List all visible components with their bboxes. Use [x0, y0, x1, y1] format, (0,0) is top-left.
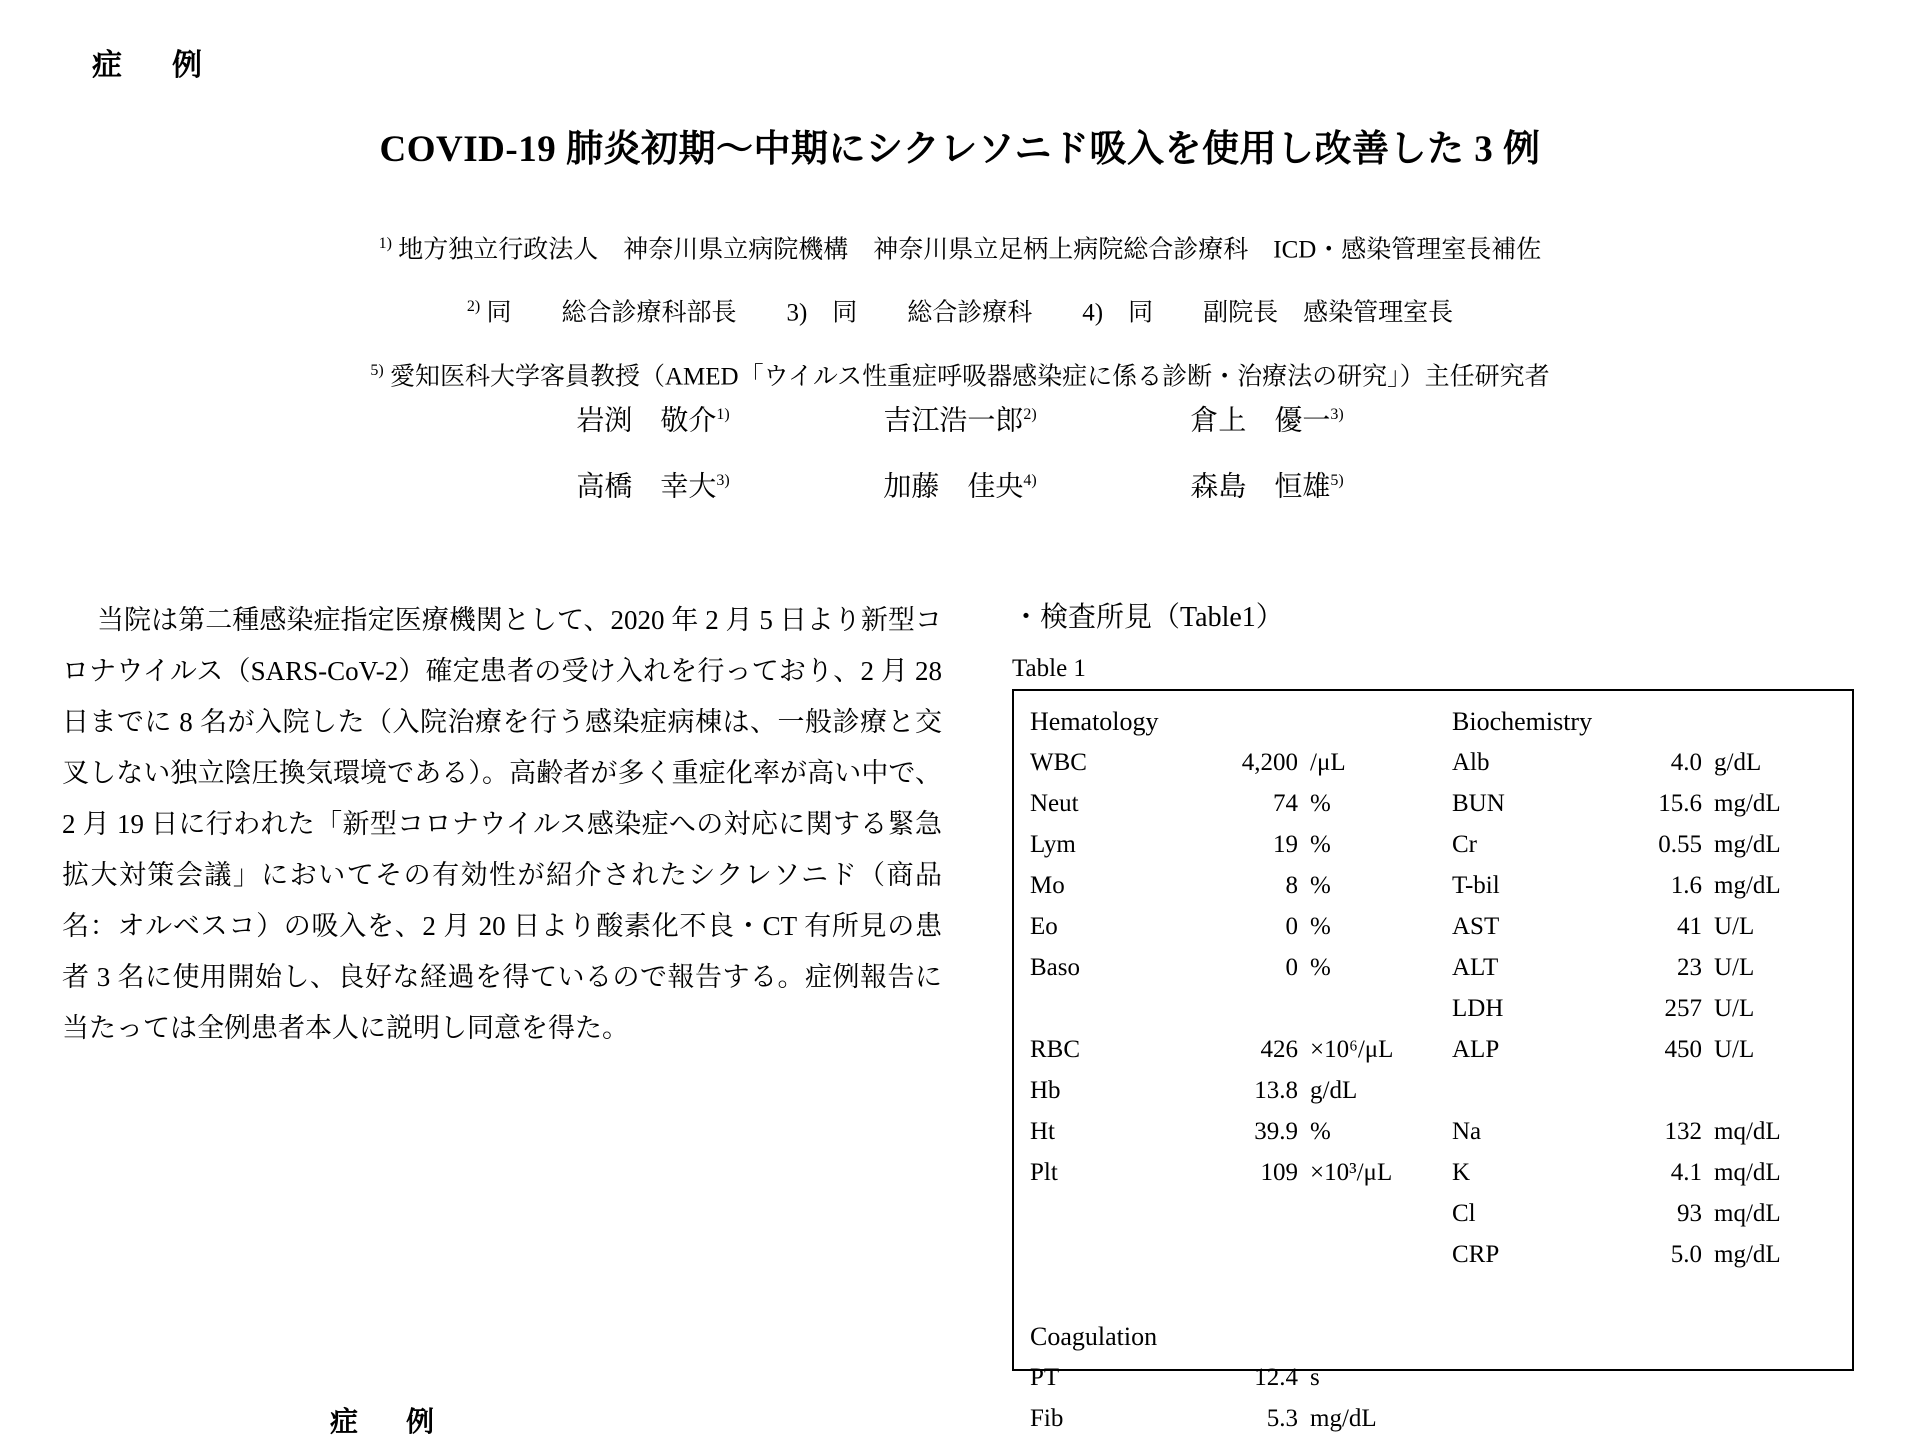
table-spacer: [1452, 1070, 1781, 1111]
analyte-unit: %: [1310, 831, 1331, 858]
table-row: [1030, 1398, 1393, 1439]
analyte-name: Neut: [1030, 790, 1079, 817]
authors-row-2: [0, 451, 1920, 517]
table-row: [1030, 783, 1393, 824]
analyte-name: CRP: [1452, 1241, 1500, 1268]
analyte-unit: mg/dL: [1714, 1241, 1781, 1268]
affiliation-mark-3: 5): [370, 361, 384, 379]
analyte-unit: mq/dL: [1714, 1200, 1781, 1227]
analyte-value: 5.0: [1670, 1241, 1702, 1268]
analyte-name: PT: [1030, 1364, 1060, 1391]
analyte-value: 19: [1273, 831, 1298, 858]
body-right-column: [1012, 595, 1872, 1432]
analyte-unit: ×10³/μL: [1310, 1159, 1393, 1186]
section-label-bottom: 症 例: [330, 1407, 445, 1438]
table-row: [1030, 742, 1393, 783]
analyte-value: 450: [1664, 1036, 1702, 1063]
analyte-value: 4,200: [1241, 749, 1298, 776]
affiliation-mark-2: 2): [466, 298, 481, 316]
analyte-unit: %: [1310, 790, 1331, 817]
table-row: [1452, 988, 1781, 1029]
affiliation-mark-1: 1): [378, 235, 392, 252]
analyte-value: 15.6: [1658, 790, 1702, 817]
affiliation-line-2: [0, 278, 1920, 341]
author-name: 岩渕 敬介: [576, 405, 717, 437]
table-row: [1030, 1070, 1393, 1111]
analyte-unit: U/L: [1714, 913, 1755, 940]
affiliations-block: [0, 215, 1920, 405]
analyte-value: 109: [1260, 1159, 1298, 1186]
analyte-name: AST: [1452, 913, 1500, 940]
analyte-unit: mg/dL: [1714, 872, 1781, 899]
analyte-value: 41: [1677, 913, 1702, 940]
analyte-value: 0: [1285, 954, 1298, 981]
table-row: [1452, 1152, 1781, 1193]
analyte-name: Ht: [1030, 1118, 1055, 1145]
analyte-unit: mq/dL: [1714, 1159, 1781, 1186]
analyte-name: Eo: [1030, 913, 1058, 940]
table-row: [1452, 1234, 1781, 1275]
analyte-name: ALP: [1452, 1036, 1500, 1063]
analyte-name: Hb: [1030, 1077, 1061, 1104]
analyte-name: LDH: [1452, 995, 1504, 1022]
analyte-value: 8: [1285, 872, 1298, 899]
analyte-unit: mg/dL: [1310, 1405, 1377, 1432]
affiliation-text-3: 愛知医科大学客員教授（AMED「ウイルス性重症呼吸器感染症に係る診断・治療法の研究」）主任研究者: [389, 362, 1550, 390]
analyte-name: WBC: [1030, 749, 1087, 776]
author-mark: 2): [1023, 406, 1037, 423]
table-spacer: [1030, 988, 1393, 1029]
page-title: COVID-19 肺炎初期〜中期にシクレソニド吸入を使用し改善した 3 例: [379, 129, 1541, 170]
analyte-name: Cl: [1452, 1200, 1476, 1227]
author-5: [810, 451, 1110, 517]
analyte-unit: U/L: [1714, 995, 1755, 1022]
author-2: [810, 385, 1110, 451]
author-4: [503, 451, 803, 517]
table-row: [1452, 742, 1781, 783]
analyte-unit: U/L: [1714, 1036, 1755, 1063]
analyte-unit: mg/dL: [1714, 831, 1781, 858]
analyte-value: 4.0: [1670, 749, 1702, 776]
body-left-column: [62, 595, 942, 1054]
table-row: [1452, 1029, 1781, 1070]
group-header-coagulation: Coagulation: [1030, 1322, 1158, 1351]
author-mark: 4): [1023, 472, 1037, 490]
table-row: [1030, 1152, 1393, 1193]
analyte-value: 5.3: [1266, 1405, 1298, 1432]
analyte-value: 1.6: [1670, 872, 1702, 899]
table-row: [1030, 824, 1393, 865]
author-mark: 1): [716, 406, 730, 423]
analyte-name: Lym: [1030, 831, 1076, 858]
analyte-name: K: [1452, 1159, 1471, 1186]
analyte-unit: g/dL: [1714, 749, 1762, 776]
table-row: [1030, 1029, 1393, 1070]
author-name: 吉江浩一郎: [883, 405, 1024, 437]
table-row: [1452, 824, 1781, 865]
analyte-name: Fib: [1030, 1405, 1064, 1432]
table-row: [1452, 865, 1781, 906]
analyte-name: Mo: [1030, 872, 1065, 899]
analyte-value: 426: [1260, 1036, 1298, 1063]
table-right-column: [1452, 701, 1781, 1275]
table-spacer: [1030, 1275, 1393, 1316]
author-mark: 3): [1330, 406, 1344, 423]
intro-paragraph: 当院は第二種感染症指定医療機関として、2020 年 2 月 5 日より新型コロナウイルス（SARS-CoV-2）確定患者の受け入れを行っており、2 月 28 日までに 8 名が入院した（入院治療を行う感染症病棟は、一般診療と交叉しない独立陰圧換気環境である）。高齢者が多く重症化率が高い中で、2 月 19 日に行われた「新型コロナウイルス感染症への対応に関する緊急拡大対策会議」においてその有効性が紹介されたシクレソニド（商品名：オルベスコ）の吸入を、2 月 20 日より酸素化不良・CT 有所見の患者 3 名に使用開始し、良好な経過を得ているので報告する。症例報告に当たっては全例患者本人に説明し同意を得た。: [62, 605, 942, 1043]
analyte-unit: %: [1310, 913, 1331, 940]
table-row: [1452, 947, 1781, 988]
analyte-value: 39.9: [1254, 1118, 1298, 1145]
analyte-value: 257: [1664, 995, 1702, 1022]
author-name: 加藤 佳央: [883, 471, 1024, 503]
table-row: [1452, 1111, 1781, 1152]
table-left-column: [1030, 701, 1393, 1439]
analyte-value: 23: [1677, 954, 1702, 981]
affiliation-line-1: [0, 215, 1920, 278]
author-mark: 5): [1330, 472, 1344, 490]
analyte-value: 4.1: [1670, 1159, 1702, 1186]
analyte-value: 74: [1273, 790, 1298, 817]
analyte-value: 13.8: [1254, 1077, 1298, 1104]
analyte-value: 132: [1664, 1118, 1702, 1145]
lab-results-table: [1012, 689, 1854, 1432]
analyte-unit: %: [1310, 1118, 1331, 1145]
author-1: [503, 385, 803, 451]
analyte-unit: U/L: [1714, 954, 1755, 981]
analyte-name: T-bil: [1452, 872, 1500, 899]
author-3: [1117, 385, 1417, 451]
affiliation-text-2: 同 総合診療科部長 3) 同 総合診療科 4) 同 副院長 感染管理室長: [486, 299, 1454, 327]
analyte-unit: %: [1310, 954, 1331, 981]
analyte-name: Na: [1452, 1118, 1482, 1145]
analyte-value: 12.4: [1254, 1364, 1298, 1391]
analyte-name: RBC: [1030, 1036, 1081, 1063]
analyte-value: 0.55: [1658, 831, 1702, 858]
table-spacer: [1030, 1234, 1393, 1275]
table-row: [1030, 1357, 1393, 1398]
analyte-name: Alb: [1452, 749, 1490, 776]
author-mark: 3): [716, 472, 730, 490]
table-caption: Table 1: [1012, 655, 1086, 682]
authors-block: [0, 385, 1920, 518]
table-spacer: [1030, 1193, 1393, 1234]
group-header-hematology: Hematology: [1030, 707, 1159, 736]
table-row: [1030, 906, 1393, 947]
section-label-top: 症 例: [92, 49, 212, 82]
analyte-name: BUN: [1452, 790, 1505, 817]
table-row: [1030, 947, 1393, 988]
authors-row-1: [0, 385, 1920, 451]
table-row: [1030, 865, 1393, 906]
author-6: [1117, 451, 1417, 517]
analyte-unit: mq/dL: [1714, 1118, 1781, 1145]
group-header-biochemistry: Biochemistry: [1452, 707, 1593, 736]
analyte-value: 93: [1677, 1200, 1702, 1227]
analyte-unit: /μL: [1310, 749, 1346, 776]
analyte-unit: ×10⁶/μL: [1310, 1036, 1394, 1063]
analyte-name: ALT: [1452, 954, 1499, 981]
table-row: [1452, 783, 1781, 824]
author-name: 高橋 幸大: [576, 471, 717, 503]
analyte-unit: mg/dL: [1714, 790, 1781, 817]
analyte-name: Cr: [1452, 831, 1477, 858]
table-row: [1030, 1111, 1393, 1152]
analyte-unit: %: [1310, 872, 1331, 899]
table-row: [1452, 906, 1781, 947]
author-name: 倉上 優一: [1190, 405, 1331, 437]
table-row: [1452, 1193, 1781, 1234]
analyte-unit: s: [1310, 1364, 1320, 1391]
author-name: 森島 恒雄: [1190, 471, 1331, 503]
analyte-unit: g/dL: [1310, 1077, 1358, 1104]
findings-heading: ・検査所見（Table1）: [1012, 602, 1284, 633]
affiliation-text-1: 地方独立行政法人 神奈川県立病院機構 神奈川県立足柄上病院総合診療科 ICD・感染管理室長補佐: [398, 236, 1542, 264]
analyte-name: Baso: [1030, 954, 1080, 981]
analyte-value: 0: [1285, 913, 1298, 940]
analyte-name: Plt: [1030, 1159, 1058, 1186]
